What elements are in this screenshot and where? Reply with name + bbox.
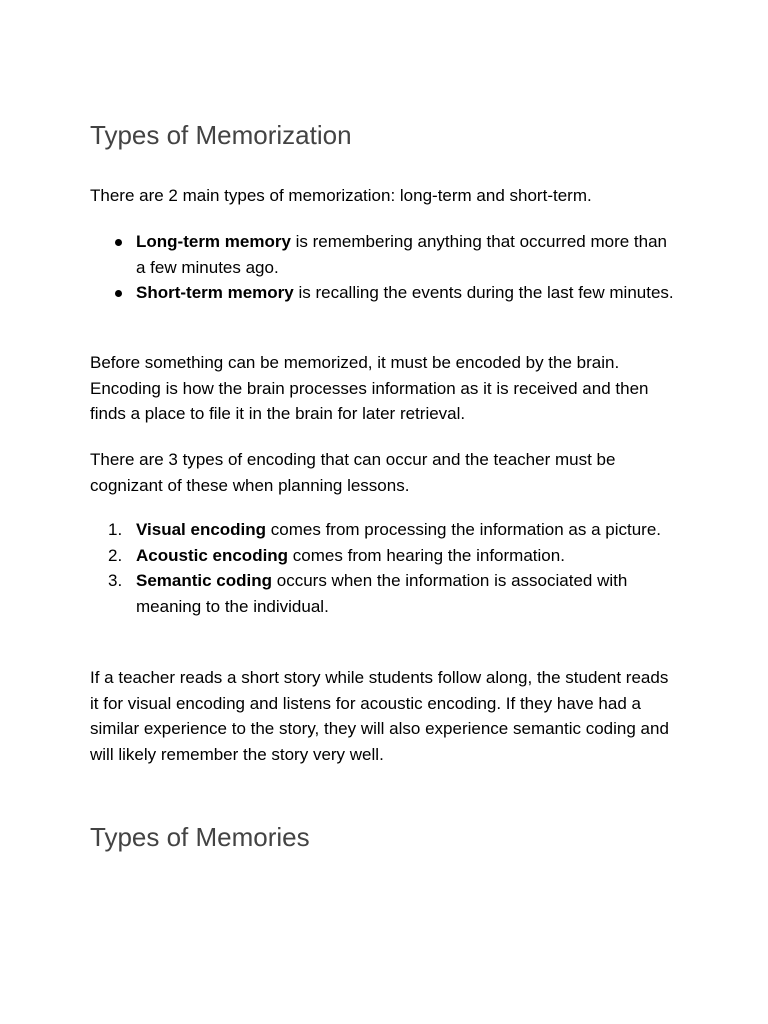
term-acoustic-encoding: Acoustic encoding	[136, 545, 289, 565]
encoding-intro-paragraph: There are 3 types of encoding that can occur and the teacher must be cognizant of these when planning lessons.	[90, 450, 616, 495]
term-visual-encoding: Visual encoding	[136, 520, 267, 539]
list-item-text: occurs when the information is associated with meaning to the individual.	[136, 571, 628, 616]
bullet-icon	[115, 239, 122, 246]
list-item-text: is recalling the events during the last few minutes.	[293, 283, 674, 302]
bullet-icon	[115, 290, 122, 297]
list-item-text: comes from hearing the information.	[288, 545, 565, 565]
list-number: 3.	[108, 571, 123, 590]
memory-types-list	[90, 229, 680, 306]
list-item-text: is remembering anything that occurred more than a few minutes ago.	[136, 232, 667, 277]
heading-types-of-memorization: Types of Memorization	[90, 120, 352, 150]
encoding-paragraph: Before something can be memorized, it must be encoded by the brain. Encoding is how the brain processes information as it is received and then finds a place to file it in the brain for later retrieval.	[90, 353, 649, 423]
list-item	[90, 517, 680, 543]
encoding-types-list	[90, 517, 680, 619]
term-semantic-coding: Semantic coding	[136, 571, 273, 590]
list-number: 2.	[108, 545, 123, 565]
list-item	[90, 280, 680, 306]
list-item	[90, 568, 680, 619]
list-number: 1.	[108, 520, 123, 539]
intro-paragraph: There are 2 main types of memorization: long-term and short-term.	[90, 186, 592, 205]
list-item-text: comes from processing the information as a picture.	[266, 520, 662, 539]
heading-types-of-memories: Types of Memories	[90, 822, 310, 852]
term-long-term-memory: Long-term memory	[136, 232, 291, 251]
list-item	[90, 543, 680, 569]
list-item	[90, 229, 680, 280]
term-short-term-memory: Short-term memory	[136, 283, 294, 302]
example-paragraph: If a teacher reads a short story while students follow along, the student reads it for visual encoding and listens for acoustic encoding. If they have had a similar experience to the story, they will also experience semantic coding and will likely remember the story very well.	[90, 668, 669, 764]
